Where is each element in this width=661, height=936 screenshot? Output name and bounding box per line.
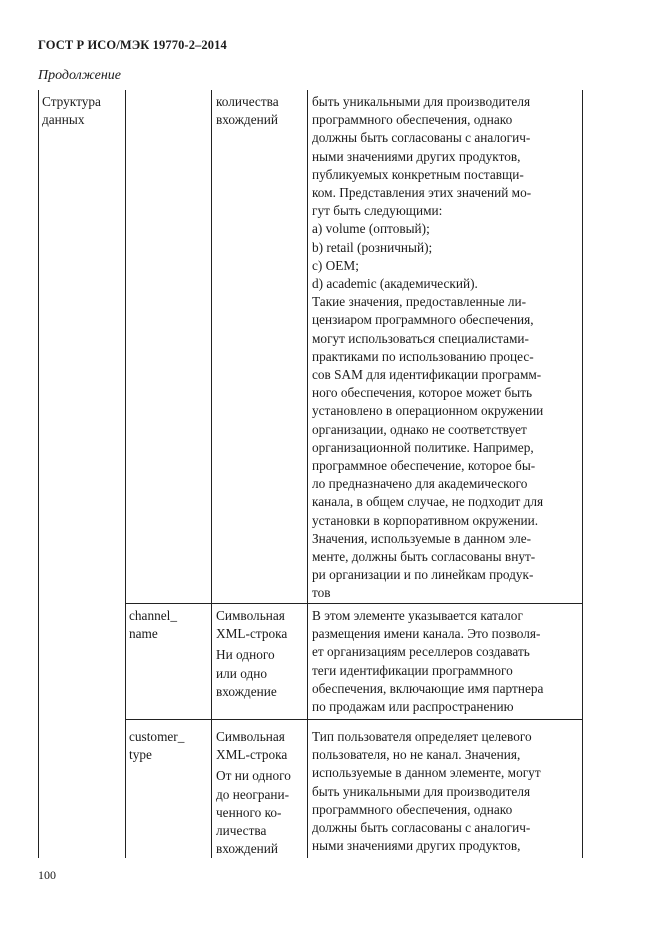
group-label-cell xyxy=(42,93,124,129)
row3-desc-line: быть уникальными для производителя xyxy=(312,783,531,799)
row1-desc-line: тов xyxy=(312,585,331,601)
row2-name-line: name xyxy=(129,626,158,642)
row1-desc-line: организационной политике. Например, xyxy=(312,439,534,455)
row3-desc-line: ными значениями других продуктов, xyxy=(312,838,521,854)
row1-desc-line: установки в корпоративном окружении. xyxy=(312,512,539,528)
row1-desc-line: быть уникальными для производителя xyxy=(312,94,531,109)
row1-desc-line: ло предназначено для академического xyxy=(312,476,528,492)
row1-desc-line: цензиаром программного обеспечения, xyxy=(312,312,534,328)
row1-desc-line: ком. Представления этих значений мо- xyxy=(312,185,532,201)
row1-desc-line: a) volume (оптовый); xyxy=(312,221,430,237)
row1-description-cell xyxy=(312,93,587,603)
row1-desc-line: организации, однако не соответствует xyxy=(312,421,527,437)
row2-desc-line: по продажам или распространению xyxy=(312,699,514,715)
row3-name-line: customer_ xyxy=(129,729,185,744)
table-rule-row3 xyxy=(125,719,583,720)
row1-desc-line: Такие значения, предоставленные ли- xyxy=(312,294,527,310)
row1-desc-line: практиками по использованию процес- xyxy=(312,348,534,364)
row3-name-line: type xyxy=(129,747,152,763)
row3-type-cell xyxy=(216,728,306,858)
row1-desc-line: сов SAM для идентификации программ- xyxy=(312,367,542,383)
row2-name-line: channel_ xyxy=(129,608,177,623)
row3-occurrence-line: личества xyxy=(216,823,267,839)
row3-occurrence-line: до неограни- xyxy=(216,786,290,802)
row1-type-line: количества xyxy=(216,94,279,109)
row2-type-line: XML-строка xyxy=(216,626,288,642)
table-rule-col2 xyxy=(125,90,126,858)
table-rule-col4 xyxy=(307,90,308,858)
row2-occurrence-line: или одно xyxy=(216,665,267,681)
row1-desc-line: d) academic (академический). xyxy=(312,276,478,292)
row3-type-line: XML-строка xyxy=(216,747,288,763)
row3-occurrence-line: От ни одного xyxy=(216,768,291,784)
row1-desc-line: менте, должны быть согласованы внут- xyxy=(312,549,536,565)
row2-desc-line: ет организациям реселлеров создавать xyxy=(312,644,530,660)
row2-name-cell xyxy=(129,607,209,643)
row3-desc-line: Тип пользователя определяет целевого xyxy=(312,729,532,744)
row1-desc-line: Значения, используемые в данном эле- xyxy=(312,530,532,546)
row3-name-cell xyxy=(129,728,209,764)
row3-desc-line: пользователя, но не канал. Значения, xyxy=(312,747,521,763)
row2-occurrence-line: Ни одного xyxy=(216,647,275,663)
row2-desc-line: теги идентификации программного xyxy=(312,662,513,678)
table-rule-col3 xyxy=(211,90,212,858)
row1-desc-line: публикуемых конкретным поставщи- xyxy=(312,166,524,182)
row1-desc-line: программного обеспечения, однако xyxy=(312,112,513,128)
row3-desc-line: программного обеспечения, однако xyxy=(312,801,513,817)
row3-type-line: Символьная xyxy=(216,729,285,744)
row2-desc-line: В этом элементе указывается каталог xyxy=(312,608,523,623)
row1-desc-line: ными значениями других продуктов, xyxy=(312,148,521,164)
row1-type-cell xyxy=(216,93,306,129)
row3-occurrence-line: ченного ко- xyxy=(216,804,282,820)
group-label-line: данных xyxy=(42,112,85,128)
row2-desc-line: обеспечения, включающие имя партнера xyxy=(312,680,544,696)
continuation-label: Продолжение xyxy=(38,68,121,83)
row1-desc-line: b) retail (розничный); xyxy=(312,239,433,255)
row2-description-cell xyxy=(312,607,587,716)
row2-desc-line: размещения имени канала. Это позволя- xyxy=(312,626,541,642)
row3-description-cell xyxy=(312,728,587,855)
document-header: ГОСТ Р ИСО/МЭК 19770-2–2014 xyxy=(38,38,227,52)
row2-type-line: Символьная xyxy=(216,608,285,623)
row1-desc-line: c) OEM; xyxy=(312,257,359,273)
row3-desc-line: должны быть согласованы с аналогич- xyxy=(312,820,531,836)
table-rule-row2 xyxy=(125,603,583,604)
table-rule-left xyxy=(38,90,39,858)
row3-desc-line: используемые в данном элементе, могут xyxy=(312,765,541,781)
row1-desc-line: ри организации и по линейкам продук- xyxy=(312,567,534,583)
row1-type-line: вхождений xyxy=(216,112,278,128)
row1-desc-line: ного обеспечения, которое может быть xyxy=(312,385,533,401)
row2-occurrence-line: вхождение xyxy=(216,683,277,699)
row1-desc-line: установлено в операционном окружении xyxy=(312,403,544,419)
row1-desc-line: гут быть следующими: xyxy=(312,203,443,219)
group-label-line: Структура xyxy=(42,94,101,109)
row2-type-cell xyxy=(216,607,306,701)
row1-desc-line: канала, в общем случае, не подходит для xyxy=(312,494,544,510)
row1-desc-line: программное обеспечение, которое бы- xyxy=(312,458,536,474)
page-number: 100 xyxy=(38,868,56,882)
spec-table xyxy=(38,90,583,858)
row3-occurrence-line: вхождений xyxy=(216,841,278,857)
row1-desc-line: должны быть согласованы с аналогич- xyxy=(312,130,531,146)
row1-desc-line: могут использоваться специалистами- xyxy=(312,330,529,346)
